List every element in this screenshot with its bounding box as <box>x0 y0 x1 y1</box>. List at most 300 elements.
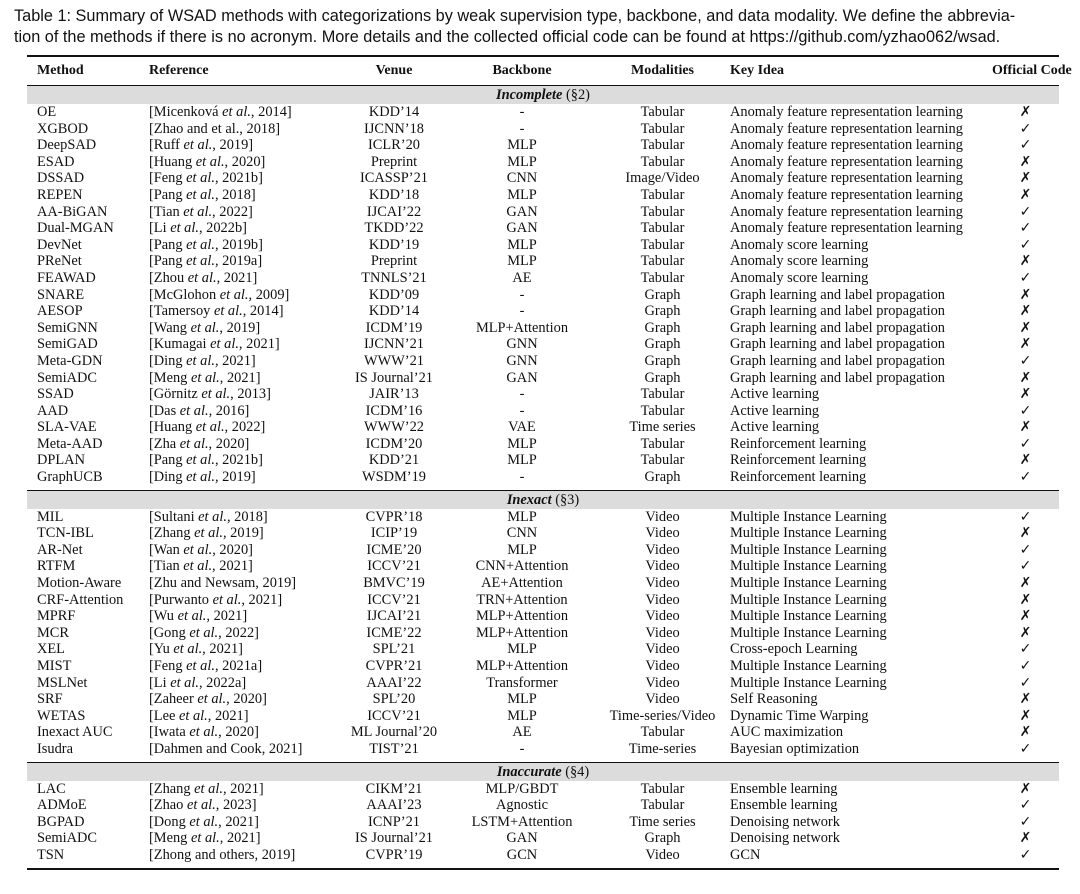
cell-backbone: - <box>519 104 525 120</box>
cell-venue: KDD’14 <box>368 303 420 320</box>
cell-venue: SPL’20 <box>372 691 416 708</box>
cell-official-code: ✗ <box>1019 186 1032 203</box>
cell-venue: ICME’22 <box>366 624 422 641</box>
cell-modality: Video <box>645 691 680 708</box>
section-ref: (§4) <box>561 763 590 780</box>
table-row <box>27 220 1059 237</box>
cell-official-code: ✗ <box>1019 830 1032 847</box>
header-modalities: Modalities <box>631 63 694 78</box>
cell-backbone: MLP <box>507 641 537 658</box>
cell-reference <box>149 741 339 758</box>
cell-method: Isudra <box>37 740 73 757</box>
reference-etal: et al. <box>198 508 227 525</box>
cell-reference <box>149 204 339 221</box>
cell-reference <box>149 469 339 486</box>
cell-reference <box>149 608 339 625</box>
cell-method: SSAD <box>37 386 74 403</box>
cell-venue: WWW’22 <box>364 419 424 436</box>
reference-year: , 2021] <box>219 830 261 847</box>
cell-official-code: ✗ <box>1019 336 1032 353</box>
header-reference: Reference <box>149 63 209 78</box>
reference-year: , 2021] <box>241 591 283 608</box>
reference-etal: et al. <box>189 624 219 641</box>
cell-reference <box>149 847 339 864</box>
table-row <box>27 187 1059 204</box>
cell-key-idea: Active learning <box>730 402 820 419</box>
cell-official-code: ✓ <box>1019 236 1032 253</box>
reference-year: , 2019] <box>219 319 261 336</box>
reference-year: , 2021] <box>214 352 256 369</box>
cell-modality: Video <box>645 658 680 674</box>
cell-key-idea: Graph learning and label propagation <box>730 369 945 386</box>
cell-reference <box>149 287 339 304</box>
table-row <box>27 419 1059 436</box>
cell-venue: ICME’20 <box>366 541 422 558</box>
cell-modality: Video <box>645 641 680 658</box>
cell-modality: Graph <box>644 336 681 353</box>
cell-official-code: ✗ <box>1019 691 1032 708</box>
cell-modality: Video <box>645 608 680 625</box>
reference-etal: et al. <box>186 469 215 486</box>
cell-method: Meta-GDN <box>37 352 103 369</box>
section-header <box>27 86 1059 104</box>
cell-method: AR-Net <box>37 541 83 558</box>
reference-year: , 2021b] <box>214 170 263 187</box>
cell-official-code: ✗ <box>1019 608 1032 625</box>
cell-modality: Video <box>645 508 680 525</box>
table-row <box>27 814 1059 831</box>
cell-key-idea: Ensemble learning <box>730 797 838 814</box>
cell-venue: AAAI’22 <box>366 674 422 691</box>
cell-backbone: MLP <box>507 137 537 154</box>
cell-backbone: LSTM+Attention <box>471 813 573 830</box>
cell-reference <box>149 575 339 592</box>
cell-official-code: ✗ <box>1019 319 1032 336</box>
table-caption <box>14 6 1066 48</box>
cell-backbone: VAE <box>508 419 536 436</box>
reference-author: [Sultani <box>149 508 199 525</box>
reference-year: , 2021] <box>206 608 248 625</box>
cell-reference <box>149 353 339 370</box>
cell-modality: Tabular <box>640 452 685 469</box>
cell-venue: ICLR’20 <box>368 137 420 154</box>
cell-reference <box>149 237 339 254</box>
cell-venue: CIKM’21 <box>365 780 423 797</box>
table-row <box>27 170 1059 187</box>
cell-backbone: CNN <box>506 170 538 187</box>
cell-method: RTFM <box>37 558 76 575</box>
table-row <box>27 452 1059 469</box>
reference-etal: et al. <box>179 402 209 419</box>
table-row <box>27 625 1059 642</box>
reference-year: , 2020] <box>218 724 259 741</box>
cell-modality: Tabular <box>640 797 685 814</box>
cell-key-idea: Multiple Instance Learning <box>730 591 887 608</box>
cell-backbone: CNN <box>506 525 538 542</box>
section-name: Inexact <box>506 491 552 508</box>
reference-etal: et al. <box>194 780 223 797</box>
reference-year: , 2021b] <box>214 452 263 469</box>
cell-method: Meta-AAD <box>37 435 103 452</box>
reference-etal: et al. <box>186 170 215 187</box>
cell-official-code: ✓ <box>1019 674 1032 691</box>
header-method: Method <box>37 63 84 78</box>
reference-year: , 2021] <box>218 813 259 830</box>
cell-reference <box>149 137 339 154</box>
cell-method: MIST <box>37 658 72 674</box>
cell-key-idea: Active learning <box>730 419 820 436</box>
cell-official-code: ✗ <box>1019 386 1032 403</box>
table-row <box>27 830 1059 847</box>
cell-modality: Video <box>645 525 680 542</box>
table-row <box>27 608 1059 625</box>
reference-author: [Zhao and et al., 2018] <box>149 120 281 137</box>
reference-etal: et al. <box>186 658 215 674</box>
table-row <box>27 575 1059 592</box>
cell-key-idea: Reinforcement learning <box>730 435 867 452</box>
cell-official-code: ✓ <box>1019 641 1032 658</box>
cell-reference <box>149 187 339 204</box>
reference-year: , 2019] <box>212 137 254 154</box>
cell-method: SemiGAD <box>37 336 98 353</box>
cell-method: SemiADC <box>37 369 97 386</box>
reference-etal: et al. <box>186 797 216 814</box>
cell-key-idea: Multiple Instance Learning <box>730 541 887 558</box>
cell-method: AAD <box>37 402 69 419</box>
cell-official-code: ✗ <box>1019 780 1032 797</box>
reference-author: [Li <box>149 220 171 237</box>
cell-key-idea: Bayesian optimization <box>730 740 860 757</box>
reference-author: [Feng <box>149 658 187 674</box>
cell-modality: Video <box>645 575 680 592</box>
cell-backbone: GNN <box>506 336 538 353</box>
section-name: Incomplete <box>496 87 563 103</box>
table-row <box>27 469 1059 486</box>
cell-official-code: ✓ <box>1019 469 1032 486</box>
cell-method: SRF <box>37 691 63 708</box>
cell-reference <box>149 708 339 725</box>
cell-key-idea: Multiple Instance Learning <box>730 575 887 592</box>
reference-etal: et al. <box>187 269 217 286</box>
reference-etal: et al. <box>213 303 243 320</box>
reference-author: [Pang <box>149 236 187 253</box>
reference-year: , 2020] <box>212 541 253 558</box>
cell-modality: Tabular <box>640 253 685 270</box>
cell-method: DevNet <box>37 236 82 253</box>
reference-author: [Zhou <box>149 269 188 286</box>
cell-venue: KDD’19 <box>368 236 420 253</box>
cell-modality: Tabular <box>640 724 685 741</box>
cell-venue: SPL’21 <box>372 641 416 658</box>
table-row <box>27 336 1059 353</box>
reference-year: , 2022a] <box>198 674 247 691</box>
section-name: Inaccurate <box>496 763 562 780</box>
cell-official-code: ✗ <box>1019 624 1032 641</box>
cell-key-idea: Anomaly feature representation learning <box>730 170 963 187</box>
reference-year: , 2021] <box>222 780 264 797</box>
table-row <box>27 691 1059 708</box>
cell-venue: ICIP’19 <box>370 525 418 542</box>
reference-author: [Pang <box>149 452 187 469</box>
cell-method: REPEN <box>37 186 83 203</box>
reference-etal: et al. <box>186 186 215 203</box>
reference-author: [Micenková <box>149 104 223 120</box>
cell-venue: IJCAI’21 <box>366 608 422 625</box>
reference-etal: et al. <box>170 674 199 691</box>
reference-author: [Li <box>149 674 171 691</box>
table-row <box>27 592 1059 609</box>
reference-etal: et al. <box>183 558 213 575</box>
cell-backbone: MLP <box>507 508 537 525</box>
cell-backbone: MLP+Attention <box>475 624 569 641</box>
cell-venue: KDD’09 <box>368 286 420 303</box>
cell-official-code: ✓ <box>1019 658 1032 674</box>
cell-backbone: MLP+Attention <box>475 608 569 625</box>
reference-author: [Pang <box>149 253 187 270</box>
cell-modality: Tabular <box>640 203 685 220</box>
cell-modality: Video <box>645 541 680 558</box>
reference-author: [Wan <box>149 541 184 558</box>
cell-modality: Tabular <box>640 104 685 120</box>
reference-author: [Ding <box>149 352 187 369</box>
cell-key-idea: GCN <box>730 846 761 863</box>
cell-key-idea: Anomaly score learning <box>730 253 869 270</box>
reference-author: [Gong <box>149 624 190 641</box>
cell-reference <box>149 724 339 741</box>
cell-method: CRF-Attention <box>37 591 124 608</box>
reference-year: , 2016] <box>208 402 250 419</box>
cell-official-code: ✗ <box>1019 104 1032 120</box>
table-row <box>27 675 1059 692</box>
reference-etal: et al. <box>183 541 213 558</box>
reference-year: , 2018] <box>226 508 268 525</box>
cell-modality: Video <box>645 591 680 608</box>
bottom-rule <box>27 868 1059 870</box>
cell-key-idea: AUC maximization <box>730 724 844 741</box>
cell-backbone: MLP <box>507 186 537 203</box>
reference-author: [Zhu and Newsam, 2019] <box>149 575 297 592</box>
cell-key-idea: Self Reasoning <box>730 691 818 708</box>
cell-reference <box>149 592 339 609</box>
reference-author: [McGlohon <box>149 286 220 303</box>
header-key-idea: Key Idea <box>730 63 785 78</box>
table-row <box>27 353 1059 370</box>
cell-key-idea: Graph learning and label propagation <box>730 352 945 369</box>
cell-key-idea: Multiple Instance Learning <box>730 658 887 674</box>
cell-official-code: ✗ <box>1019 707 1032 724</box>
cell-backbone: MLP <box>507 153 537 170</box>
reference-author: [Tian <box>149 558 184 575</box>
cell-backbone: MLP <box>507 707 537 724</box>
cell-official-code: ✗ <box>1019 419 1032 436</box>
cell-method: FEAWAD <box>37 269 96 286</box>
cell-method: DeepSAD <box>37 137 97 154</box>
cell-method: PReNet <box>37 253 82 270</box>
cell-reference <box>149 691 339 708</box>
cell-official-code: ✗ <box>1019 724 1032 741</box>
reference-etal: et al. <box>178 707 208 724</box>
cell-method: XEL <box>37 641 65 658</box>
reference-etal: et al. <box>186 236 215 253</box>
cell-venue: KDD’14 <box>368 104 420 120</box>
reference-author: [Zhong and others, 2019] <box>149 846 296 863</box>
cell-reference <box>149 370 339 387</box>
cell-official-code: ✓ <box>1019 120 1032 137</box>
reference-year: , 2022] <box>224 419 266 436</box>
cell-reference <box>149 320 339 337</box>
reference-year: , 2009] <box>248 286 290 303</box>
cell-method: GraphUCB <box>37 469 103 486</box>
reference-year: , 2021] <box>202 641 243 658</box>
reference-etal: et al. <box>210 336 239 353</box>
cell-venue: IJCNN’18 <box>364 120 424 137</box>
cell-key-idea: Reinforcement learning <box>730 452 867 469</box>
cell-method: SemiGNN <box>37 319 98 336</box>
cell-method: ESAD <box>37 153 75 170</box>
cell-modality: Graph <box>644 469 681 486</box>
reference-author: [Zaheer <box>149 691 198 708</box>
caption-line-1: Table 1: Summary of WSAD methods with categorizations by weak supervision type, backbone, and data modality. We define the abbrevia- <box>14 7 1016 25</box>
cell-key-idea: Anomaly score learning <box>730 236 869 253</box>
reference-author: [Yu <box>149 641 174 658</box>
table-row <box>27 370 1059 387</box>
reference-etal: et al. <box>177 608 207 625</box>
table-row <box>27 525 1059 542</box>
cell-method: TCN-IBL <box>37 525 94 542</box>
reference-author: [Dahmen and Cook, 2021] <box>149 740 303 757</box>
cell-modality: Time-series <box>628 740 697 757</box>
reference-year: , 2014] <box>242 303 284 320</box>
cell-key-idea: Graph learning and label propagation <box>730 319 945 336</box>
reference-etal: et al. <box>190 830 220 847</box>
reference-etal: et al. <box>179 435 209 452</box>
cell-key-idea: Anomaly feature representation learning <box>730 104 963 120</box>
cell-method: OE <box>37 104 57 120</box>
cell-venue: ICASSP’21 <box>360 170 428 187</box>
cell-modality: Tabular <box>640 120 685 137</box>
cell-backbone: GCN <box>506 846 538 863</box>
cell-venue: TIST’21 <box>369 740 419 757</box>
reference-etal: et al. <box>186 253 215 270</box>
reference-author: [Lee <box>149 707 179 724</box>
reference-etal: et al. <box>189 724 219 741</box>
cell-reference <box>149 403 339 420</box>
cell-reference <box>149 121 339 138</box>
cell-backbone: Agnostic <box>496 797 548 814</box>
cell-reference <box>149 658 339 675</box>
reference-year: , 2019] <box>214 469 256 486</box>
header-backbone: Backbone <box>492 63 552 78</box>
table-row <box>27 320 1059 337</box>
table-row <box>27 403 1059 420</box>
reference-author: [Ruff <box>149 137 184 154</box>
cell-modality: Tabular <box>640 780 685 797</box>
cell-backbone: MLP+Attention <box>475 658 569 674</box>
reference-author: [Zhao <box>149 797 187 814</box>
cell-official-code: ✓ <box>1019 813 1032 830</box>
cell-method: MPRF <box>37 608 76 625</box>
cell-backbone: - <box>519 386 525 403</box>
cell-method: ADMoE <box>37 797 87 814</box>
cell-backbone: MLP <box>507 452 537 469</box>
cell-modality: Tabular <box>640 236 685 253</box>
cell-modality: Video <box>645 846 680 863</box>
cell-key-idea: Reinforcement learning <box>730 469 867 486</box>
cell-official-code: ✓ <box>1019 797 1032 814</box>
reference-etal: et al. <box>173 641 203 658</box>
cell-backbone: AE <box>512 269 532 286</box>
table-row <box>27 741 1059 758</box>
cell-backbone: MLP <box>507 236 537 253</box>
reference-year: , 2021] <box>207 707 249 724</box>
cell-key-idea: Ensemble learning <box>730 780 838 797</box>
cell-method: Dual-MGAN <box>37 220 114 237</box>
reference-etal: et al. <box>197 691 227 708</box>
reference-author: [Kumagai <box>149 336 211 353</box>
cell-backbone: MLP+Attention <box>475 319 569 336</box>
cell-modality: Image/Video <box>625 170 700 187</box>
cell-backbone: GAN <box>506 369 538 386</box>
cell-key-idea: Active learning <box>730 386 820 403</box>
cell-official-code: ✓ <box>1019 740 1032 757</box>
cell-key-idea: Anomaly feature representation learning <box>730 220 963 237</box>
table-row <box>27 436 1059 453</box>
cell-venue: ICDM’19 <box>365 319 423 336</box>
cell-modality: Graph <box>644 286 681 303</box>
table-row <box>27 154 1059 171</box>
cell-reference <box>149 781 339 798</box>
reference-etal: et al. <box>189 813 219 830</box>
cell-backbone: Transformer <box>486 674 558 691</box>
cell-key-idea: Cross-epoch Learning <box>730 641 858 658</box>
table-row <box>27 104 1059 121</box>
cell-backbone: CNN+Attention <box>475 558 569 575</box>
cell-reference <box>149 558 339 575</box>
cell-modality: Tabular <box>640 402 685 419</box>
cell-venue: ICDM’16 <box>365 402 423 419</box>
cell-method: MCR <box>37 624 69 641</box>
cell-official-code: ✗ <box>1019 575 1032 592</box>
cell-key-idea: Multiple Instance Learning <box>730 624 887 641</box>
reference-author: [Das <box>149 402 180 419</box>
cell-method: XGBOD <box>37 120 89 137</box>
cell-venue: ICCV’21 <box>367 591 421 608</box>
cell-modality: Graph <box>644 303 681 320</box>
cell-method: DSSAD <box>37 170 85 187</box>
cell-backbone: MLP <box>507 253 537 270</box>
table-row <box>27 797 1059 814</box>
cell-modality: Tabular <box>640 220 685 237</box>
cell-venue: KDD’21 <box>368 452 420 469</box>
cell-venue: WSDM’19 <box>362 469 426 486</box>
cell-venue: ICDM’20 <box>365 435 423 452</box>
cell-official-code: ✗ <box>1019 525 1032 542</box>
cell-reference <box>149 525 339 542</box>
reference-etal: et al. <box>170 220 199 237</box>
cell-modality: Time series <box>629 813 696 830</box>
cell-official-code: ✓ <box>1019 508 1032 525</box>
cell-venue: TNNLS’21 <box>361 269 427 286</box>
cell-reference <box>149 452 339 469</box>
cell-official-code: ✓ <box>1019 203 1032 220</box>
reference-author: [Dong <box>149 813 190 830</box>
reference-etal: et al. <box>222 104 251 120</box>
cell-backbone: MLP/GBDT <box>485 780 559 797</box>
cell-reference <box>149 170 339 187</box>
cell-modality: Graph <box>644 369 681 386</box>
cell-venue: ML Journal’20 <box>350 724 438 741</box>
cell-modality: Video <box>645 624 680 641</box>
